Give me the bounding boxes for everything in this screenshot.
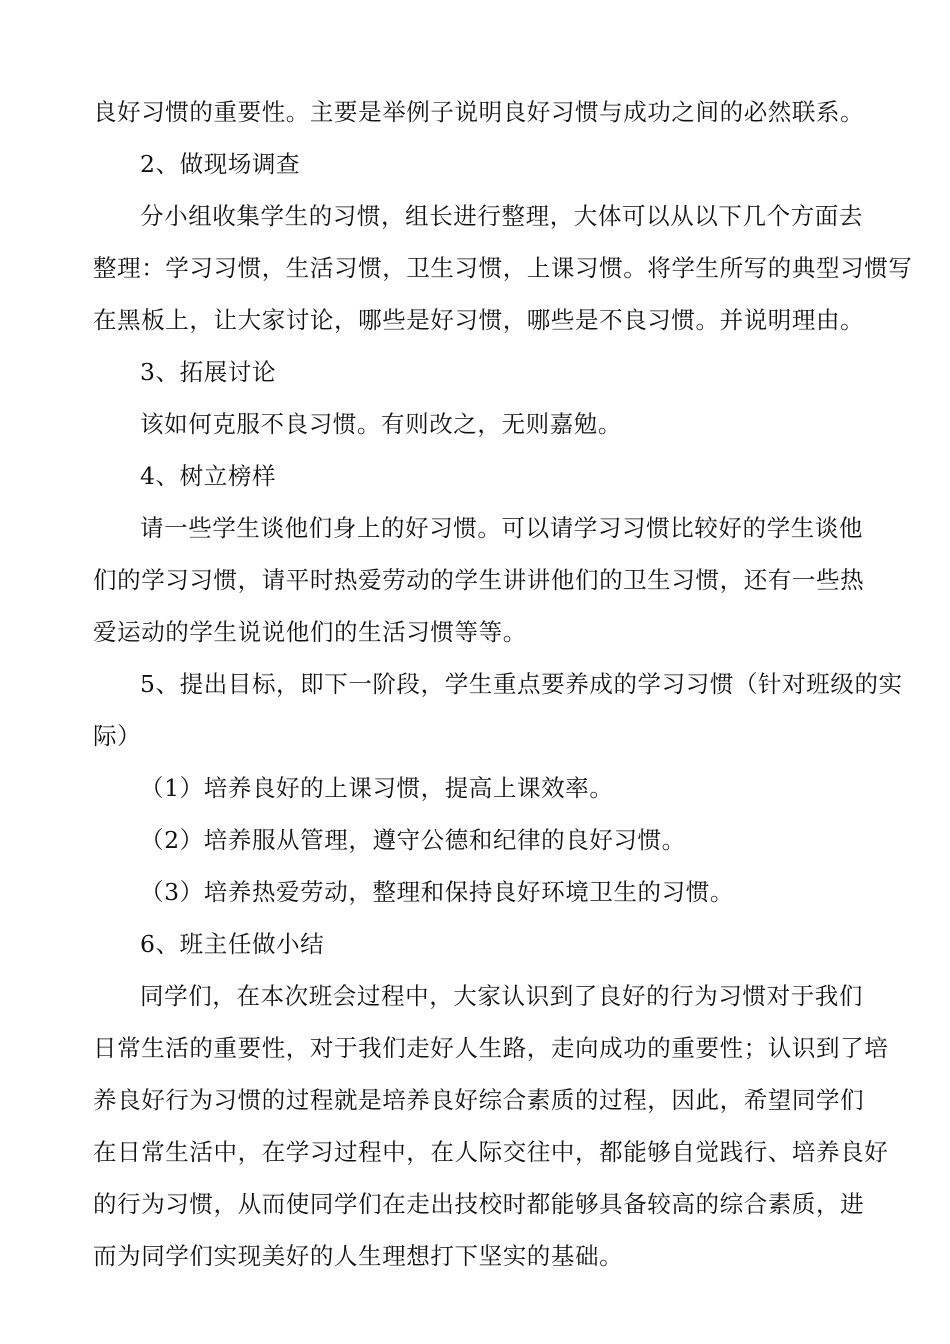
paragraph-line: 整理：学习习惯，生活习惯，卫生习惯，上课习惯。将学生所写的典型习惯写 [93,254,913,282]
list-item-3: （3）培养热爱劳动，整理和保持良好环境卫生的习惯。 [140,878,734,906]
paragraph-line: 请一些学生谈他们身上的好习惯。可以请学习习惯比较好的学生谈他 [140,514,863,542]
list-item-1: （1）培养良好的上课习惯，提高上课效率。 [140,774,614,802]
paragraph-line: 际） [93,722,142,750]
paragraph-line: 日常生活的重要性，对于我们走好人生路，走向成功的重要性；认识到了培 [93,1034,889,1062]
paragraph-line: 的行为习惯，从而使同学们在走出技校时都能够具备较高的综合素质，进 [93,1190,865,1218]
paragraph-line: 该如何克服不良习惯。有则改之，无则嘉勉。 [140,410,622,438]
section-heading-3: 3、拓展讨论 [140,358,277,386]
section-heading-2: 2、做现场调查 [140,150,301,178]
section-heading-4: 4、树立榜样 [140,462,277,490]
paragraph-line: 在黑板上，让大家讨论，哪些是好习惯，哪些是不良习惯。并说明理由。 [93,306,865,334]
paragraph-line: 在日常生活中，在学习过程中，在人际交往中，都能够自觉践行、培养良好 [93,1138,889,1166]
paragraph-line: 分小组收集学生的习惯，组长进行整理，大体可以从以下几个方面去 [140,202,863,230]
paragraph-line: 良好习惯的重要性。主要是举例子说明良好习惯与成功之间的必然联系。 [93,98,865,126]
paragraph-line: 而为同学们实现美好的人生理想打下坚实的基础。 [93,1242,624,1270]
list-item-2: （2）培养服从管理，遵守公德和纪律的良好习惯。 [140,826,686,854]
section-heading-6: 6、班主任做小结 [140,930,325,958]
paragraph-line: 爱运动的学生说说他们的生活习惯等等。 [93,618,527,646]
section-heading-5: 5、提出目标，即下一阶段，学生重点要养成的学习习惯（针对班级的实 [140,670,903,698]
paragraph-line: 同学们，在本次班会过程中，大家认识到了良好的行为习惯对于我们 [140,982,863,1010]
paragraph-line: 们的学习习惯，请平时热爱劳动的学生讲讲他们的卫生习惯，还有一些热 [93,566,865,594]
paragraph-line: 养良好行为习惯的过程就是培养良好综合素质的过程，因此，希望同学们 [93,1086,865,1114]
